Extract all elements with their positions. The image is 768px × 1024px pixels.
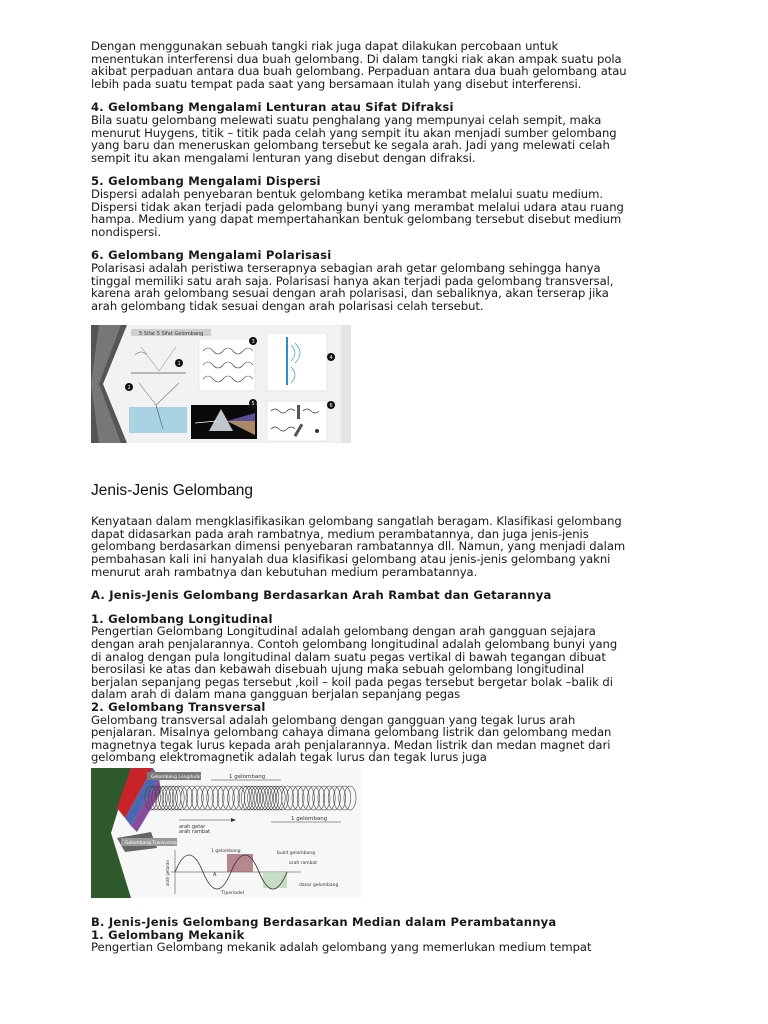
longitudinal-paragraph: Pengertian Gelombang Longitudinal adalah gelombang dengan arah gangguan sejajara dengan arah penjalarannya. Contoh gelombang longitudinal adalah gelombang bunyi yang di analog dengan pula longitudinal dalam suatu pegas vertikal di bawah tegangan dibuat berosilasi ke atas dan kebawah disebuah ujung maka sebuah gelombang longitudinal berjalan sepanjang pegas tersebut ,koil – koil pada pegas tersebut bergetar bolak –balik di dalam arah di dalam mana gangguan berjalan sepanjang pegas <box>91 624 618 702</box>
dispersion-panel <box>191 399 257 439</box>
interference-panel <box>199 337 257 391</box>
transversal-heading: 2. Gelombang Transversal <box>91 700 266 714</box>
section-5-heading: 5. Gelombang Mengalami Dispersi <box>91 174 321 189</box>
label-longitudinal: Gelombang Longitudinal <box>151 775 207 780</box>
transversal-paragraph: Gelombang transversal adalah gelombang dengan gangguan yang tegak lurus arah penjalaran. Misalnya gelombang cahaya dimana gelombang listrik dan gelombang medan magnetnya tegak lurus kepada arah penjalarannya. Medan listrik dan medan magnet dari gelombang elektromagnetik adalah tegak lurus dan tegak lurus juga <box>91 712 612 765</box>
polarization-panel <box>267 401 335 441</box>
section-4-heading: 4. Gelombang Mengalami Lenturan atau Sifat Difraksi <box>91 100 454 115</box>
periode-label: T(periode) <box>221 891 245 896</box>
badge-1: 1 <box>177 361 181 367</box>
mekanik-heading: 1. Gelombang Mekanik <box>91 927 245 942</box>
arah-getar-label: arah getar <box>179 824 206 830</box>
badge-4: 4 <box>329 355 333 361</box>
longitudinal-heading: 1. Gelombang Longitudinal <box>91 611 273 626</box>
section-5-paragraph: Dispersi adalah penyebaran bentuk gelombang ketika merambat melalui suatu medium. Dispersi tidak akan terjadi pada gelombang bunyi yang merambat melalui udara atau ruang hampa. Medium yang dapat mempertahankan bentuk gelombang tersebut disebut medium nondispersi. <box>91 186 624 239</box>
diffraction-panel <box>267 333 335 391</box>
one-wave-label-bottom: 1 gelombang <box>291 816 328 822</box>
section-b-heading: B. Jenis-Jenis Gelombang Berdasarkan Median dalam Perambatannya <box>91 914 557 929</box>
section-6-paragraph: Polarisasi adalah peristiwa terserapnya sebagian arah getar gelombang sehingga hanya tinggal memiliki satu arah saja. Polarisasi hanya akan terjadi pada gelombang transversal, karena arah gelombang sesuai dengan arah polarisasi, dan sebaliknya, akan terserap jika arah gelombang tidak sesuai dengan arah polarisasi celah tersebut. <box>91 260 614 313</box>
intro-paragraph: Dengan menggunakan sebuah tangki riak juga dapat dilakukan percobaan untuk menentukan interferensi dua buah gelombang. Di dalam tangki riak akan ampak suatu pola akibat perpaduan antara dua buah gelombang. Perpaduan antara dua buah gelombang atau lebih pada suatu tempat pada saat yang bersamaan itulah yang disebut interferensi. <box>91 39 627 91</box>
bukit-label: bukit gelombang <box>277 851 316 856</box>
badge-6: 6 <box>329 403 333 409</box>
section-6-heading: 6. Gelombang Mengalami Polarisasi <box>91 248 332 263</box>
one-wave-label-top: 1 gelombang <box>229 774 266 780</box>
wave-types-illustration <box>91 768 361 898</box>
dasar-label: dasar gelombang <box>299 883 339 888</box>
wave-properties-figure <box>91 325 351 443</box>
badge-5: 5 <box>251 401 255 407</box>
amplitude-label: A <box>213 872 217 878</box>
y-axis-label: arah getaran <box>165 859 170 886</box>
figure1-title: 5 Sifat 5 Sifat Gelombang <box>139 331 204 337</box>
badge-3: 3 <box>251 339 255 345</box>
mekanik-paragraph: Pengertian Gelombang mekanik adalah gelombang yang memerlukan medium tempat <box>91 940 592 955</box>
arah-rambat-label-2: arah rambat <box>289 861 318 866</box>
section-a-heading: A. Jenis-Jenis Gelombang Berdasarkan Arah Rambat dan Getarannya <box>91 588 552 603</box>
wave-types-figure <box>91 768 361 898</box>
section-4-paragraph: Bila suatu gelombang melewati suatu penghalang yang mempunyai celah sempit, maka menurut Huygens, titik – titik pada celah yang sempit itu akan menjadi sumber gelombang yang baru dan meneruskan gelombang tersebut ke segala arah. Jadi yang melewati celah sempit itu akan mengalami lenturan yang disebut dengan difraksi. <box>91 112 617 165</box>
arah-rambat-label: arah rambat <box>179 829 211 835</box>
wave-properties-illustration <box>91 325 351 443</box>
badge-2: 2 <box>127 385 131 391</box>
one-wave-label-trans: 1 gelombang <box>211 849 241 854</box>
jenis-paragraph: Kenyataan dalam mengklasifikasikan gelombang sangatlah beragam. Klasifikasi gelombang dapat didasarkan pada arah rambatnya, medium perambatannya, dan juga jenis-jenis gelombang berdasarkan dimensi penyebaran rambatannya dll. Namun, yang menjadi dalam pembahasan kali ini hanyalah dua klasifikasi gelombang atau jenis-jenis gelombang yakni menurut arah rambatnya dan kebutuhan medium perambatannya. <box>91 514 626 579</box>
jenis-gelombang-title: Jenis-Jenis Gelombang <box>91 482 253 500</box>
label-transversal: Gelombang Transversal <box>125 841 178 846</box>
